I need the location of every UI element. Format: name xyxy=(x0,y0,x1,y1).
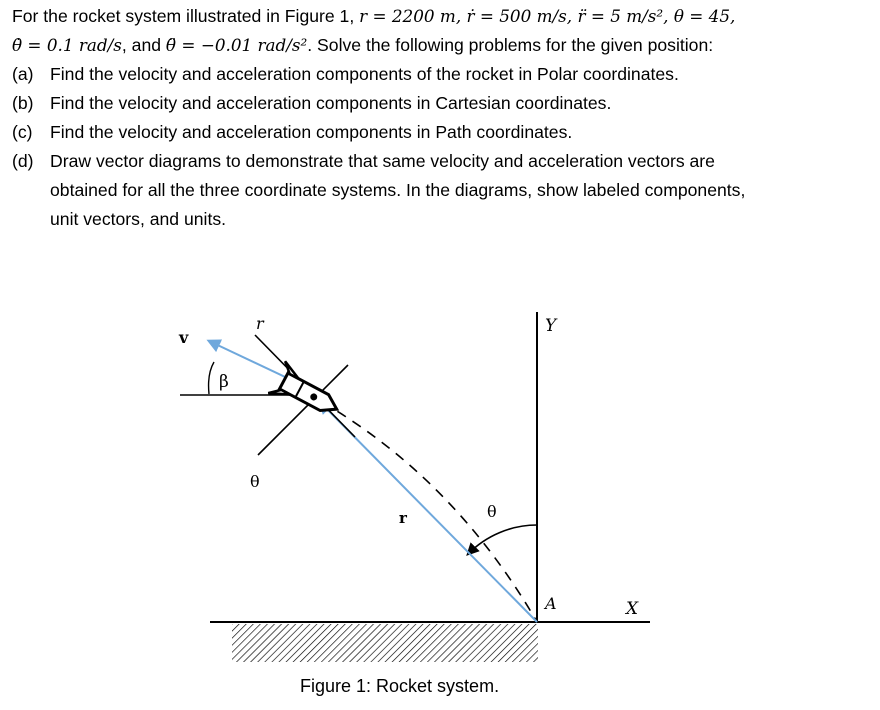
given-theta: θ = 45, xyxy=(673,6,736,26)
r-axis-label: r xyxy=(256,314,264,333)
v-label: v xyxy=(179,328,189,347)
item-label: (b) xyxy=(12,93,34,113)
item-d-continued-2: unit vectors, and units. xyxy=(50,209,227,229)
beta-label: β xyxy=(219,372,229,392)
given-r: r = 2200 m, xyxy=(359,6,467,26)
ground-hatching xyxy=(232,624,538,662)
r-vector-label: r xyxy=(399,509,407,527)
intro-text-2: . Solve the following problems for the given position: xyxy=(307,35,714,55)
given-rdot: ṙ = 500 m/s, xyxy=(466,6,578,26)
item-label: (d) xyxy=(12,151,34,171)
origin-label: A xyxy=(545,594,557,613)
item-label: (a) xyxy=(12,64,34,84)
item-d-continued-1: obtained for all the three coordinate systems. In the diagrams, show labeled components, xyxy=(50,180,746,200)
beta-arc xyxy=(209,362,214,394)
item-text: Find the velocity and acceleration components in Cartesian coordinates. xyxy=(50,93,612,113)
and-text: , and xyxy=(121,35,166,55)
given-thetaddot: θ̈ = −0.01 rad/s² xyxy=(165,35,308,55)
theta-axis-label: θ xyxy=(250,472,260,491)
item-text: Draw vector diagrams to demonstrate that same velocity and acceleration vectors are xyxy=(50,151,715,171)
given-thetadot: θ̇ = 0.1 rad/s xyxy=(12,35,122,55)
item-text: Find the velocity and acceleration components in Path coordinates. xyxy=(50,122,573,142)
item-text: Find the velocity and acceleration components of the rocket in Polar coordinates. xyxy=(50,64,679,84)
given-rddot: r̈ = 5 m/s², xyxy=(577,6,674,26)
item-label: (c) xyxy=(12,122,33,142)
y-axis-label: Y xyxy=(545,316,557,336)
theta-arc xyxy=(468,525,537,554)
x-axis-label: X xyxy=(626,599,639,619)
intro-text: For the rocket system illustrated in Figure 1, xyxy=(12,6,360,26)
theta-angle-label: θ xyxy=(487,502,497,521)
figure-caption: Figure 1: Rocket system. xyxy=(300,676,500,696)
